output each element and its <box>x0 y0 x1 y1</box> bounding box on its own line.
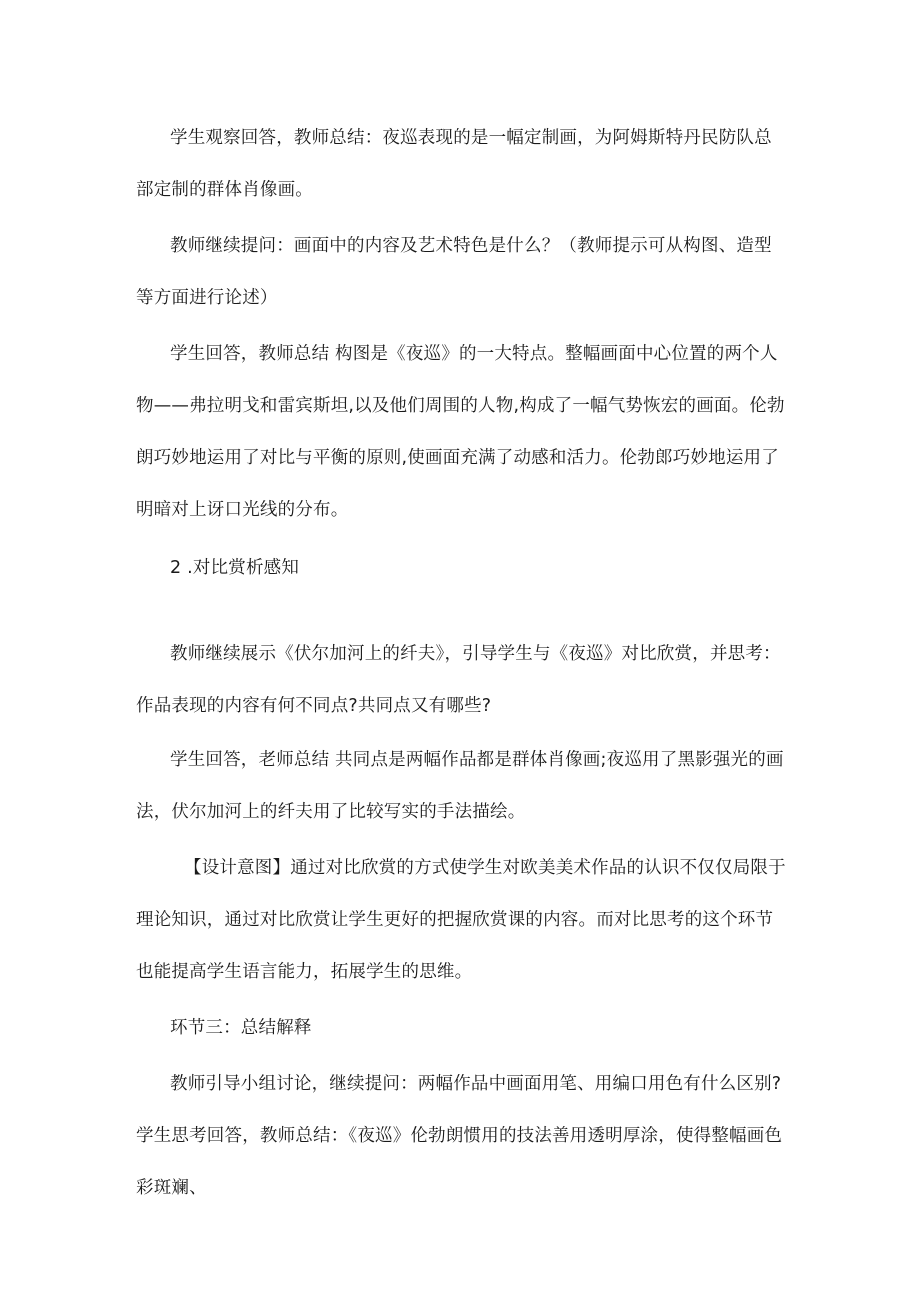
paragraph-4: 教师继续展示《伏尔加河上的纤夫》，引导学生与《夜巡》对比欣赏，并思考：作品表现的内容有何不同点?共同点又有哪些? <box>136 644 781 716</box>
paragraph-1: 学生观察回答，教师总结：夜巡表现的是一幅定制画，为阿姆斯特丹民防队总部定制的群体肖像画。 <box>136 128 772 200</box>
section-heading-2: 2 .对比赏析感知 <box>170 558 300 578</box>
paragraph-6: 教师引导小组讨论，继续提问：两幅作品中画面用笔、用编口用色有什么区别?学生思考回答，教师总结：《夜巡》伦勃朗惯用的技法善用透明厚涂，使得整幅画色彩斑斓、 <box>136 1074 783 1198</box>
design-intent-paragraph: 【设计意图】通过对比欣赏的方式使学生对欧美美术作品的认识不仅仅局限于理论知识，通过对比欣赏让学生更好的把握欣赏课的内容。而对比思考的这个环节也能提高学生语言能力，拓展学生的思维。 <box>136 858 786 982</box>
paragraph-3: 学生回答，教师总结 构图是《夜巡》的一大特点。整幅画面中心位置的两个人物——弗拉明戈和雷宾斯坦,以及他们周围的人物,构成了一幅气势恢宏的画面。伦勃朗巧妙地运用了对比与平衡的原则,使画面充满了动感和活力。伦勃郎巧妙地运用了明暗对上讶口光线的分布。 <box>136 344 785 520</box>
paragraph-2: 教师继续提问：画面中的内容及艺术特色是什么？（教师提示可从构图、造型等方面进行论述） <box>136 236 772 308</box>
section-heading-3: 环节三：总结解释 <box>170 1018 312 1038</box>
paragraph-5: 学生回答，老师总结 共同点是两幅作品都是群体肖像画;夜巡用了黑影强光的画法，伏尔加河上的纤夫用了比较写实的手法描绘。 <box>136 750 784 822</box>
